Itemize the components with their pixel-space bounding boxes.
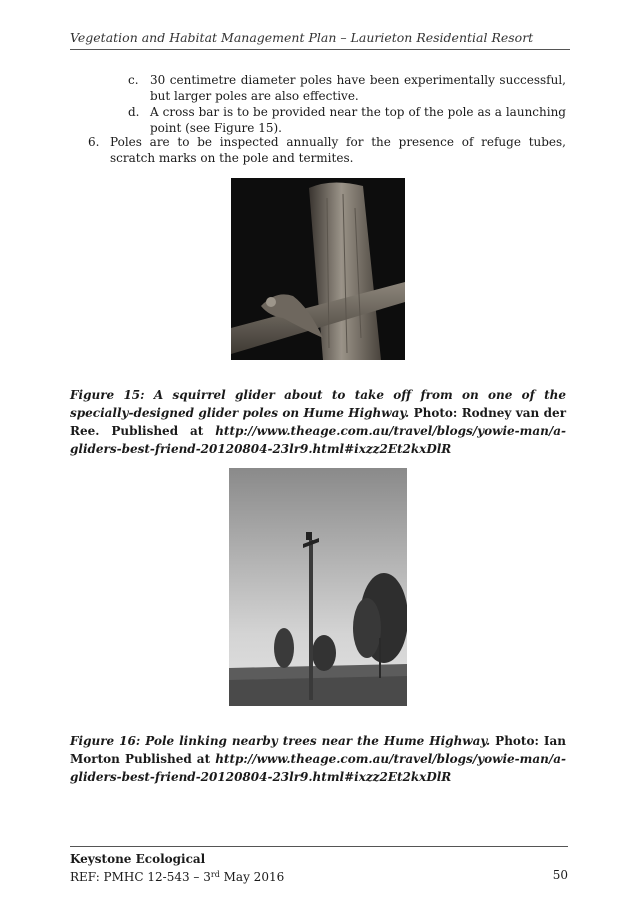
- list-marker: c.: [128, 73, 139, 87]
- header-title: Vegetation and Habitat Management Plan – Laurieton Residential Resort: [70, 30, 534, 45]
- footer-org: Keystone Ecological: [70, 852, 206, 866]
- running-header: [70, 30, 570, 50]
- footer-ref-row: [70, 867, 568, 885]
- figure-15-url: http://www.theage.com.au/travel/blogs/yowie-man/a-gliders-best-friend-20120804-23lr9.html#ixzz2Et2kxDlR: [70, 424, 566, 456]
- footer-ref-sup: rd: [210, 870, 220, 879]
- list-text: Poles are to be inspected annually for the presence of refuge tubes, scratch marks on the pole and termites.: [110, 135, 566, 165]
- list-text: 30 centimetre diameter poles have been experimentally successful, but larger poles are also effective.: [150, 73, 566, 103]
- figure-15-caption: [70, 386, 566, 458]
- list-marker: d.: [128, 105, 140, 119]
- figure-16-title: Figure 16: Pole linking nearby trees near the Hume Highway.: [70, 734, 491, 748]
- pole-landscape-illustration: [229, 468, 407, 706]
- list-item-c: [128, 72, 566, 104]
- figure-15-credit: Photo: Rodney van der Ree. Published at: [70, 406, 567, 438]
- list-text: A cross bar is to be provided near the top of the pole as a launching point (see Figure 15).: [150, 105, 566, 135]
- figure-16-caption: [70, 732, 566, 786]
- figure-16-credit: Photo: Ian Morton Published at: [70, 734, 566, 766]
- figure-15-photo: [231, 178, 405, 360]
- figure-16-url: http://www.theage.com.au/travel/blogs/yowie-man/a-gliders-best-friend-20120804-23lr9.html#ixzz2Et2kxDlR: [70, 752, 566, 784]
- list-marker: 6.: [88, 135, 100, 149]
- glider-pole-illustration: [231, 178, 405, 360]
- footer-ref: [70, 867, 284, 885]
- figure-16-photo: [229, 468, 407, 706]
- list-item-6: [88, 134, 566, 166]
- list-item-d: [128, 104, 566, 136]
- footer-ref-suffix: May 2016: [219, 870, 285, 884]
- page-footer: [70, 846, 568, 885]
- figure-15-title: Figure 15: A squirrel glider about to take off from on one of the specially-designed glider poles on Hume Highway.: [70, 388, 566, 420]
- page-number: 50: [552, 868, 568, 882]
- footer-ref-prefix: REF: PMHC 12-543 – 3: [70, 870, 211, 884]
